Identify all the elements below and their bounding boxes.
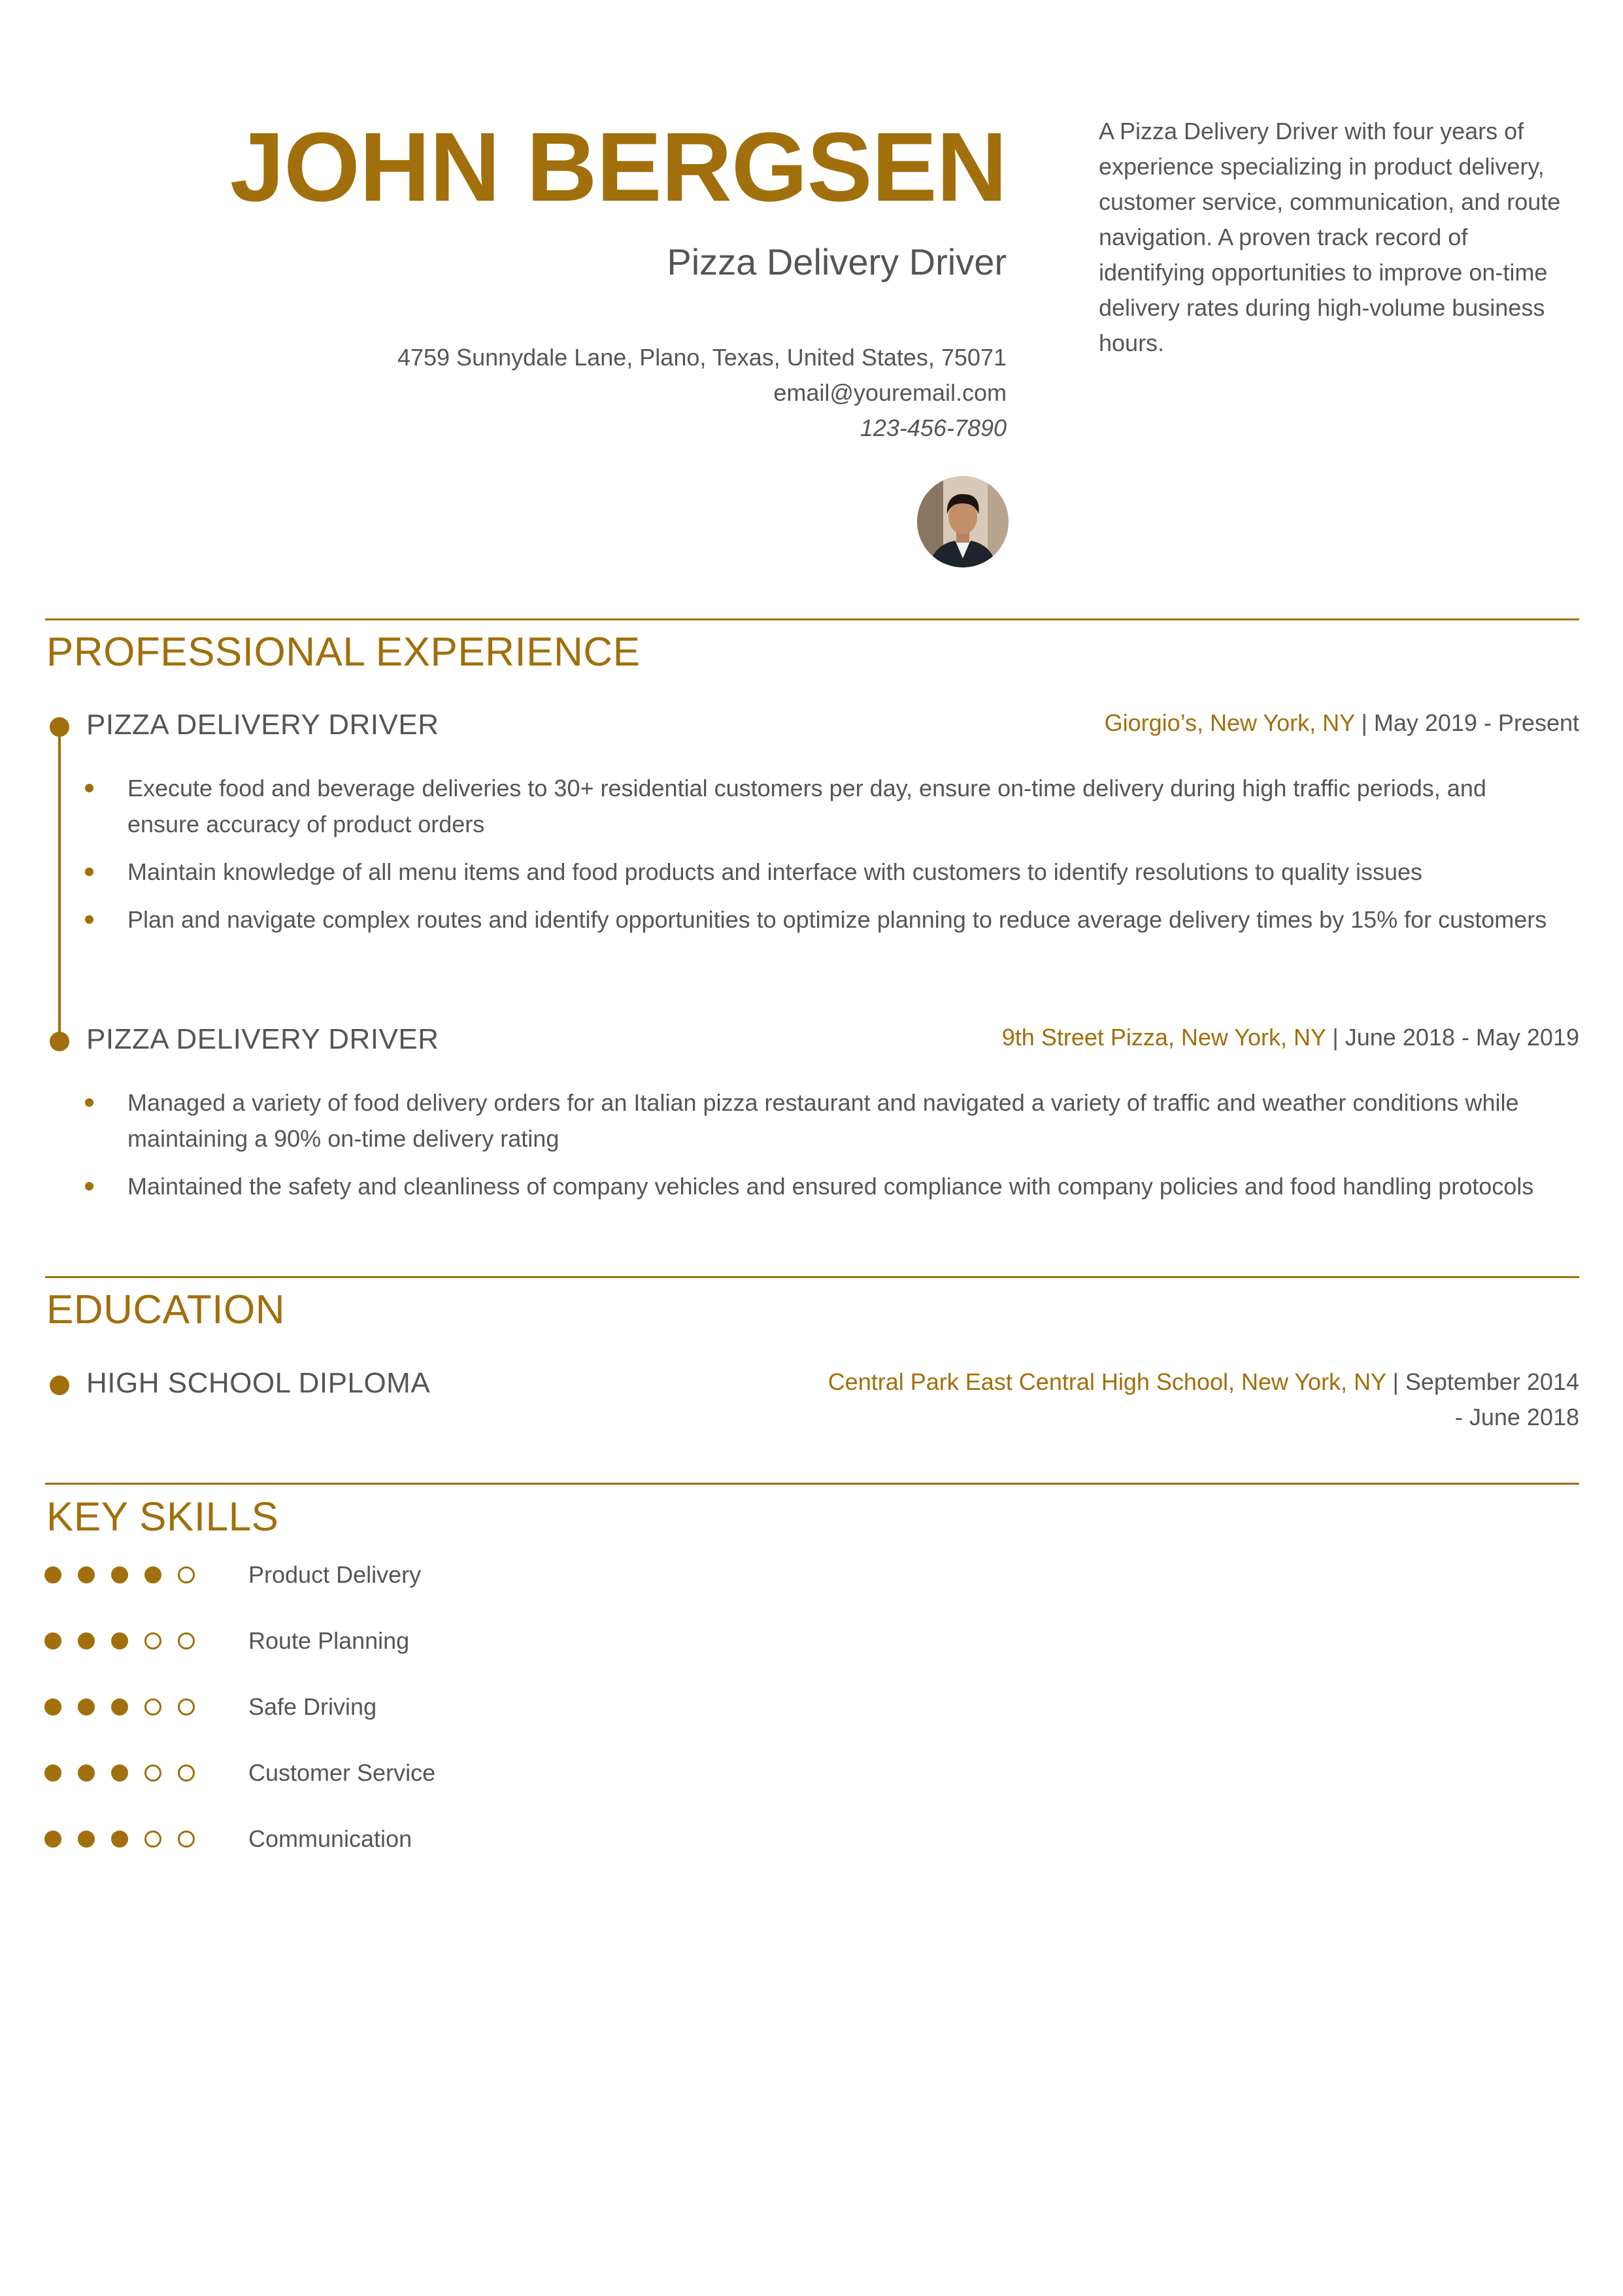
bullet-icon [85,784,93,792]
timeline-dot [50,1032,69,1051]
job-1-bullets [85,770,1549,949]
skill-rating [44,1831,208,1851]
filled-dot-icon [44,1698,61,1715]
filled-dot-icon [44,1831,61,1848]
empty-dot-icon [144,1764,161,1781]
filled-dot-icon [111,1566,128,1583]
empty-dot-icon [144,1831,161,1848]
filled-dot-icon [78,1764,95,1781]
filled-dot-icon [144,1566,161,1583]
profile-photo-icon [917,476,1009,567]
contact-block [397,340,1007,446]
list-item: Managed a variety of food delivery orders for an Italian pizza restaurant and navigated a variety of traffic and weather conditions while maintaining a 90% on-time delivery rating [85,1085,1549,1156]
meta-separator: | [1392,1368,1399,1395]
filled-dot-icon [44,1566,61,1583]
filled-dot-icon [111,1764,128,1781]
skill-label: Route Planning [248,1627,410,1654]
job-title-2: PIZZA DELIVERY DRIVER [86,1023,439,1055]
list-item: Maintain knowledge of all menu items and food products and interface with customers to identify resolutions to quality issues [85,854,1549,890]
skill-label: Communication [248,1825,412,1852]
timeline-dot [50,717,69,737]
skill-rating [44,1698,208,1719]
filled-dot-icon [78,1632,95,1649]
section-divider [45,1276,1579,1278]
list-item: Execute food and beverage deliveries to 30+ residential customers per day, ensure on-time delivery during high traffic periods, and ensure accuracy of product orders [85,770,1549,842]
job-dates: May 2019 - Present [1373,709,1579,736]
skill-rating [44,1566,208,1587]
meta-separator: | [1332,1024,1339,1051]
filled-dot-icon [44,1764,61,1781]
phone: 123-456-7890 [860,414,1007,441]
section-divider [45,1483,1579,1485]
filled-dot-icon [44,1632,61,1649]
profile-summary: A Pizza Delivery Driver with four years of experience specializing in product delivery, customer service, communication, and route navigation. A proven track record of identifying opportunities to improve on-time delivery rates during high-volume business hours. [1099,118,1561,356]
filled-dot-icon [111,1698,128,1715]
empty-dot-icon [144,1632,161,1649]
experience-heading: PROFESSIONAL EXPERIENCE [46,630,641,675]
skills-heading: KEY SKILLS [46,1494,279,1540]
education-dates: September 2014 - June 2018 [1405,1368,1579,1430]
employer: Giorgio’s, New York, NY [1104,709,1355,736]
avatar [917,476,1009,567]
skill-label: Safe Driving [248,1693,377,1720]
filled-dot-icon [111,1831,128,1848]
bullet-icon [85,868,93,876]
filled-dot-icon [78,1698,95,1715]
job-2-bullets [85,1085,1549,1216]
job-title-1: PIZZA DELIVERY DRIVER [86,709,439,741]
bullet-icon [85,915,93,924]
meta-separator: | [1361,709,1367,736]
skill-rating [44,1764,208,1785]
list-item: Plan and navigate complex routes and identify opportunities to optimize planning to reduce average delivery times by 15% for customers [85,902,1549,937]
email: email@youremail.com [773,379,1007,406]
education-dot [50,1376,69,1395]
education-heading: EDUCATION [46,1287,286,1332]
empty-dot-icon [178,1698,195,1715]
education-meta [828,1364,1579,1435]
job-dates: June 2018 - May 2019 [1345,1024,1579,1051]
skill-label: Product Delivery [248,1561,422,1588]
job-title: Pizza Delivery Driver [667,241,1007,282]
skill-rating [44,1632,208,1653]
job-meta-1 [1105,709,1579,737]
empty-dot-icon [178,1632,195,1649]
empty-dot-icon [178,1831,195,1848]
filled-dot-icon [78,1831,95,1848]
empty-dot-icon [144,1698,161,1715]
section-divider [45,618,1579,620]
filled-dot-icon [78,1566,95,1583]
employer: 9th Street Pizza, New York, NY [1001,1024,1326,1051]
address: 4759 Sunnydale Lane, Plano, Texas, United States, 75071 [397,344,1007,371]
filled-dot-icon [111,1632,128,1649]
skill-label: Customer Service [248,1759,436,1786]
candidate-name: JOHN BERGSEN [229,112,1007,222]
bullet-icon [85,1098,93,1107]
bullet-icon [85,1182,93,1190]
empty-dot-icon [178,1764,195,1781]
empty-dot-icon [178,1566,195,1583]
list-item: Maintained the safety and cleanliness of company vehicles and ensured compliance with company policies and food handling protocols [85,1168,1549,1204]
school: Central Park East Central High School, New York, NY [828,1368,1386,1395]
experience-timeline [58,727,61,1042]
degree-title: HIGH SCHOOL DIPLOMA [86,1367,431,1399]
job-meta-2 [1002,1024,1579,1051]
